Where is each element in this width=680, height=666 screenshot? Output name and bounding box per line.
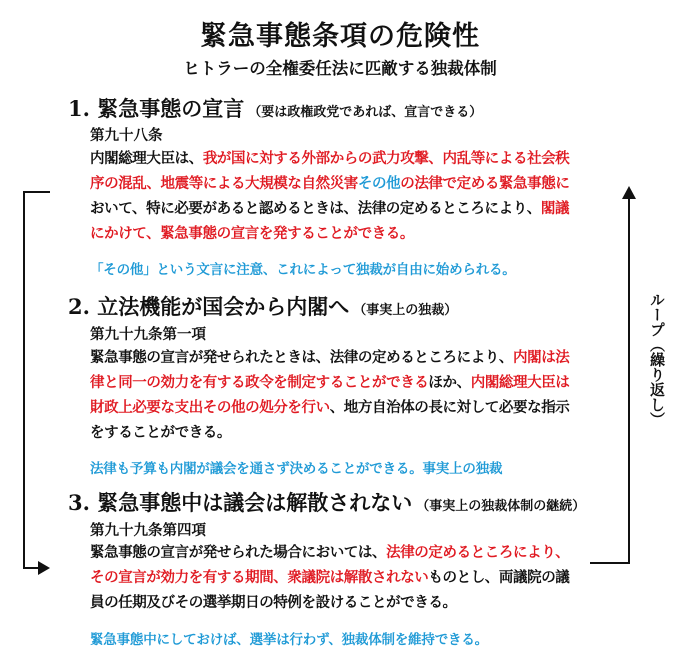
- plain-text: 緊急事態の宣言が発せられた場合においては、: [90, 545, 387, 561]
- left-loop-line: [24, 192, 50, 568]
- section-heading-text: 2. 立法機能が国会から内閣へ: [68, 294, 350, 319]
- highlight-red-text: 財政上必要な支出その他の処分を行い: [90, 400, 330, 416]
- article-label: 第九十八条: [90, 128, 163, 144]
- section-comment: 「その他」という文言に注意、これによって独裁が自由に始められる。: [90, 262, 516, 278]
- highlight-red-text: 律と同一の効力を有する政令を制定することができる: [90, 375, 429, 391]
- section-heading-text: 3. 緊急事態中は議会は解散されない: [68, 490, 413, 515]
- highlight-red-text: その宣言が効力を有する期間、衆議院は解散されない: [90, 570, 429, 586]
- page-title: 緊急事態条項の危険性: [200, 21, 480, 52]
- highlight-red-text: 内閣は法: [513, 350, 570, 366]
- plain-text: ほか、: [428, 375, 471, 391]
- right-loop-line: [590, 196, 629, 563]
- article-label: 第九十九条第四項: [90, 523, 206, 539]
- highlight-red-text: 閣議: [540, 201, 570, 217]
- highlight-red-text: 内閣総理大臣は: [470, 375, 570, 391]
- right-arrowhead: [622, 186, 636, 199]
- plain-text: 員の任期及びその選挙期日の特例を設けることができる。: [90, 595, 457, 611]
- plain-text: 内閣総理大臣は、: [90, 151, 203, 167]
- page-subtitle: ヒトラーの全権委任法に匹敵する独裁体制: [183, 59, 497, 78]
- highlight-red-text: 我が国に対する外部からの武力攻撃、内乱等による社会秩: [202, 151, 570, 167]
- highlight-blue-text: その他: [357, 176, 401, 192]
- plain-text: 緊急事態の宣言が発せられたときは、法律の定めるところにより、: [90, 350, 513, 366]
- section-comment: 緊急事態中にしておけば、選挙は行わず、独裁体制を維持できる。: [90, 632, 488, 648]
- highlight-red-text: の法律で定める緊急事態に: [400, 176, 570, 192]
- highlight-red-text: 序の混乱、地震等による大規模な自然災害: [90, 176, 358, 192]
- section-note: （要は政権政党であれば、宣言できる）: [248, 105, 483, 120]
- plain-text: 、地方自治体の長に対して必要な指示: [329, 400, 570, 416]
- plain-text: ものとし、両議院の議: [428, 570, 570, 586]
- loop-label: ループ（繰り返し）: [648, 292, 666, 427]
- plain-text: をすることができる。: [90, 425, 231, 441]
- article-label: 第九十九条第一項: [90, 327, 206, 343]
- highlight-red-text: にかけて、緊急事態の宣言を発することができる。: [90, 226, 415, 242]
- section-heading-text: 1. 緊急事態の宣言: [68, 96, 245, 121]
- section-note: （事実上の独裁体制の継続）: [416, 499, 586, 514]
- left-arrowhead: [38, 561, 50, 575]
- highlight-red-text: 法律の定めるところにより、: [386, 545, 570, 561]
- section-note: （事実上の独裁）: [353, 303, 458, 318]
- section-comment: 法律も予算も内閣が議会を通さず決めることができる。事実上の独裁: [90, 461, 503, 477]
- plain-text: おいて、特に必要があると認めるときは、法律の定めるところにより、: [90, 201, 541, 217]
